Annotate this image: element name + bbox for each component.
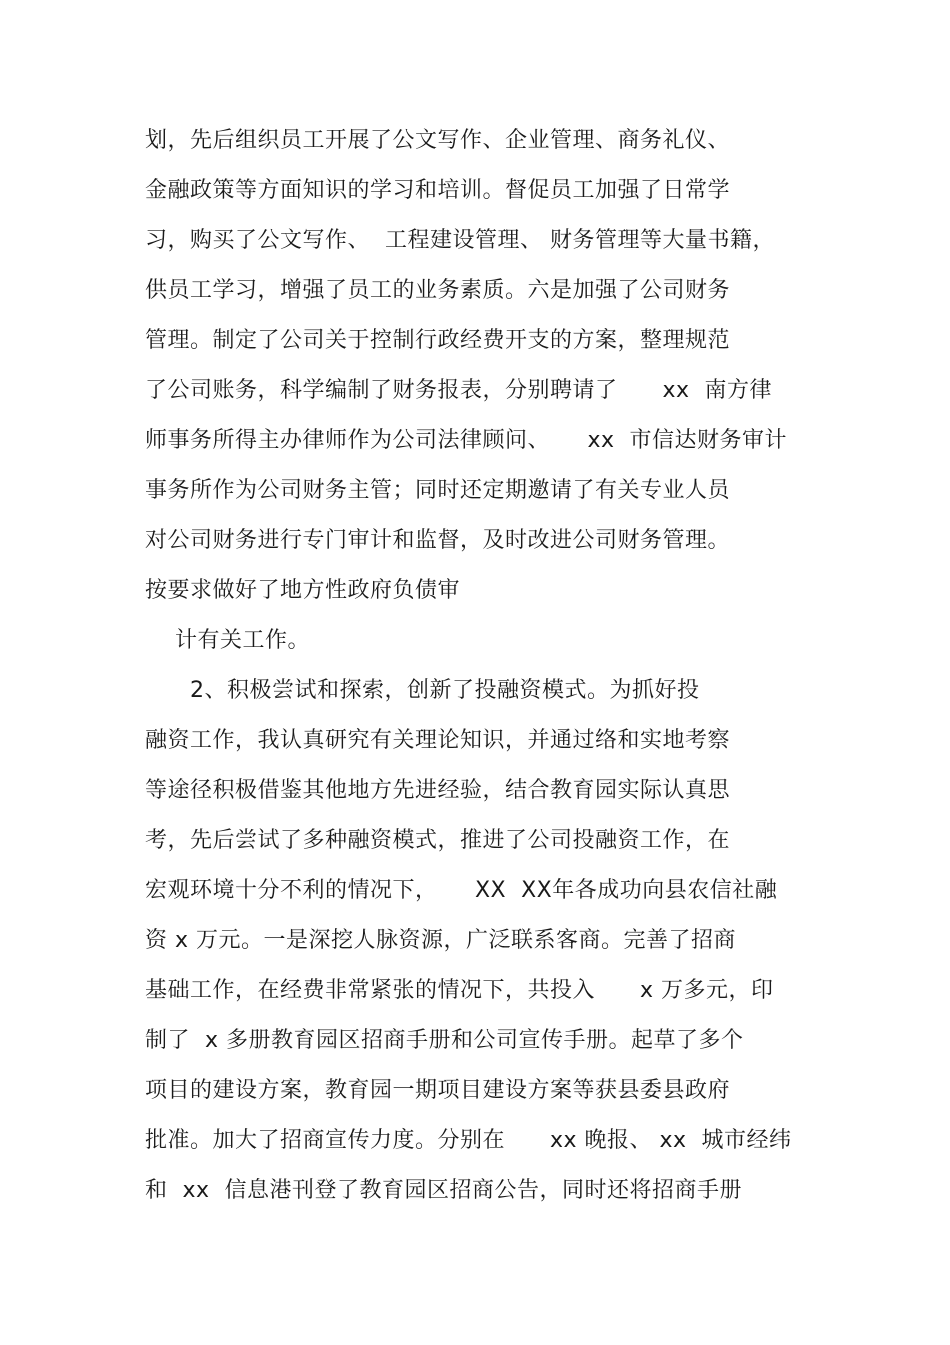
body-text-line: 资 x 万元。一是深挖人脉资源，广泛联系客商。完善了招商	[145, 928, 737, 953]
body-text-line: 考，先后尝试了多种融资模式，推进了公司投融资工作，在	[145, 828, 731, 853]
section-heading-line: 2、积极尝试和探索，创新了投融资模式。为抓好投	[145, 678, 700, 703]
body-text-line: 批准。加大了招商宣传力度。分别在 xx 晚报、 xx 城市经纬	[145, 1128, 792, 1153]
body-text-line: 习，购买了公文写作、 工程建设管理、 财务管理等大量书籍，	[145, 228, 775, 253]
body-text-line: 师事务所得主办律师作为公司法律顾问、 xx 市信达财务审计	[145, 428, 787, 453]
body-text-line: 划，先后组织员工开展了公文写作、企业管理、商务礼仪、	[145, 128, 731, 153]
body-text-line: 制了 x 多册教育园区招商手册和公司宣传手册。起草了多个	[145, 1028, 744, 1053]
body-text-line: 基础工作，在经费非常紧张的情况下，共投入 x 万多元，印	[145, 978, 774, 1003]
body-text-line: 金融政策等方面知识的学习和培训。督促员工加强了日常学	[145, 178, 731, 203]
body-text-line: 项目的建设方案，教育园一期项目建设方案等获县委县政府	[145, 1078, 731, 1103]
body-text-line: 计有关工作。	[145, 628, 310, 653]
body-text-line: 了公司账务，科学编制了财务报表，分别聘请了 xx 南方律	[145, 378, 772, 403]
body-text-line: 按要求做好了地方性政府负债审	[145, 578, 461, 603]
body-text-line: 管理。制定了公司关于控制行政经费开支的方案，整理规范	[145, 328, 731, 353]
body-text-line: 对公司财务进行专门审计和监督，及时改进公司财务管理。	[145, 528, 731, 553]
body-text-line: 和 xx 信息港刊登了教育园区招商公告，同时还将招商手册	[145, 1178, 743, 1203]
body-text-line: 供员工学习，增强了员工的业务素质。六是加强了公司财务	[145, 278, 731, 303]
body-text-line: 融资工作，我认真研究有关理论知识，并通过络和实地考察	[145, 728, 731, 753]
body-text-line: 宏观环境十分不利的情况下， XX XX年各成功向县农信社融	[145, 878, 778, 903]
body-text-line: 等途径积极借鉴其他地方先进经验，结合教育园实际认真思	[145, 778, 731, 803]
body-text-line: 事务所作为公司财务主管；同时还定期邀请了有关专业人员	[145, 478, 731, 503]
